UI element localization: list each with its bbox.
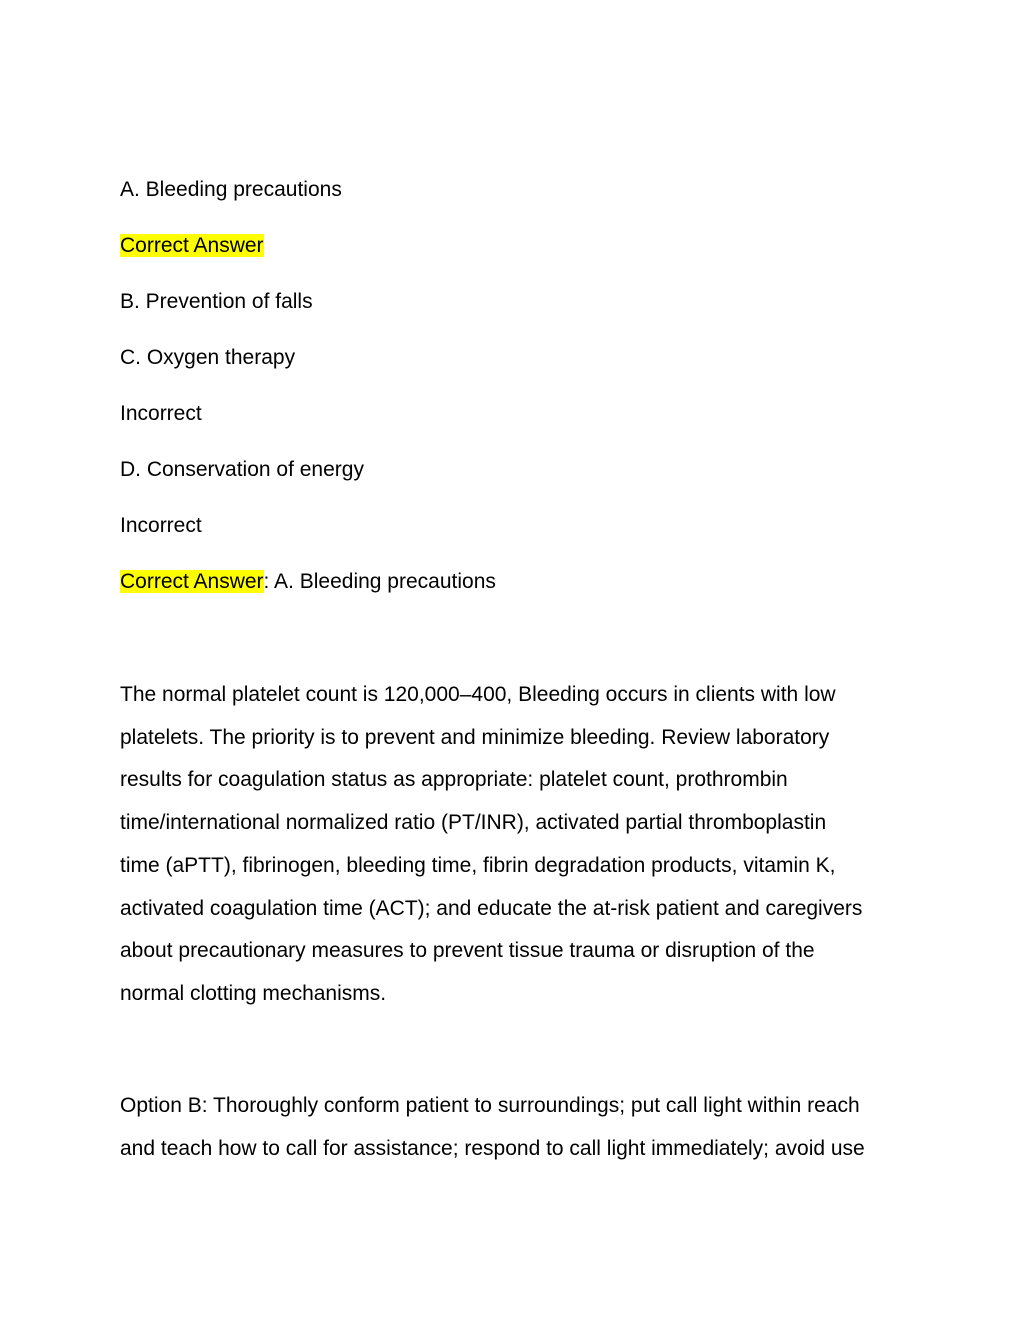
correct-answer-text: : A. Bleeding precautions (263, 570, 496, 593)
option-d-feedback: Incorrect (120, 514, 202, 537)
option-c-feedback: Incorrect (120, 402, 202, 425)
correct-answer-label: Correct Answer (120, 570, 264, 593)
rationale-line: time/international normalized ratio (PT/INR), activated partial thromboplastin (120, 811, 827, 835)
rationale-line: normal clotting mechanisms. (120, 981, 387, 1005)
option-c: C. Oxygen therapy (120, 346, 296, 369)
option-b-rationale-paragraph (120, 1085, 910, 1170)
rationale-line: The normal platelet count is 120,000–400, Bleeding occurs in clients with low (120, 683, 836, 706)
rationale-line: activated coagulation time (ACT); and educate the at-risk patient and caregivers (120, 896, 863, 920)
rationale-line: about precautionary measures to prevent tissue trauma or disruption of the (120, 939, 815, 963)
rationale-paragraph (120, 674, 910, 1016)
option-d: D. Conservation of energy (120, 458, 364, 481)
correct-answer-highlight: Correct Answer (120, 234, 264, 257)
option-a: A. Bleeding precautions (120, 178, 342, 201)
option-a-feedback (120, 232, 264, 260)
rationale-line: platelets. The priority is to prevent and minimize bleeding. Review laboratory (120, 725, 830, 749)
rationale-line: time (aPTT), fibrinogen, bleeding time, fibrin degradation products, vitamin K, (120, 853, 836, 877)
option-b-rationale-line: Option B: Thoroughly conform patient to surroundings; put call light within reach (120, 1094, 860, 1117)
option-b-rationale-line: and teach how to call for assistance; respond to call light immediately; avoid use (120, 1136, 865, 1160)
option-b: B. Prevention of falls (120, 290, 313, 313)
rationale-line: results for coagulation status as appropriate: platelet count, prothrombin (120, 768, 788, 792)
correct-answer-line (120, 568, 496, 596)
